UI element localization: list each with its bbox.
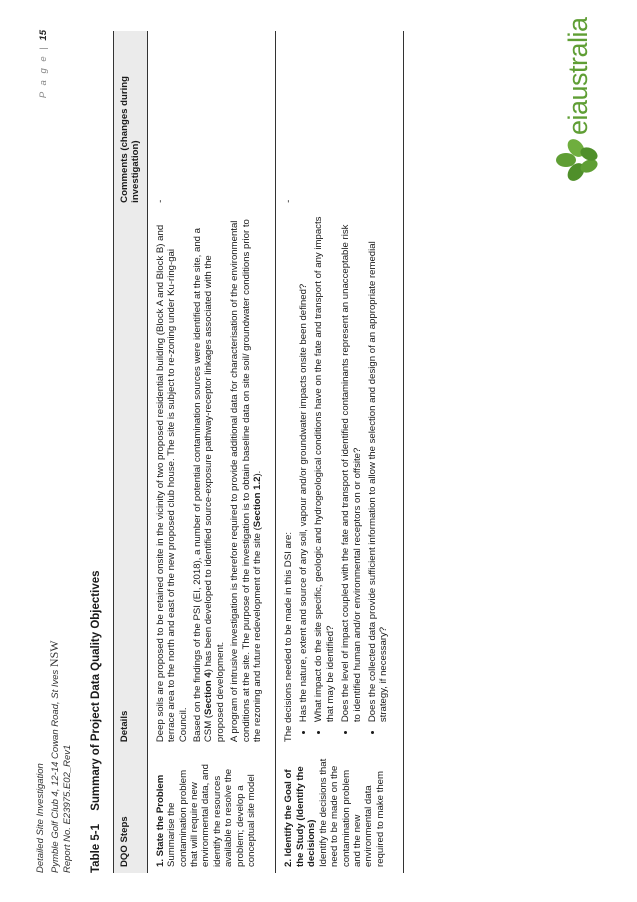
- step-cell: [147, 748, 276, 873]
- page-number-label: P a g e | 15: [38, 30, 49, 99]
- list-item: • Has the nature, extent and source of any soil, vapour and/or groundwater impacts onsite been defined?: [298, 215, 309, 722]
- list-item: • What impact do the site specific, geologic and hydrogeological conditions have on the fate and transport of any impacts that may be identified?: [313, 215, 336, 722]
- step-description: Identify the decisions that need to be made on the contamination problem and the new environmental data required to make them: [317, 758, 386, 867]
- details-intro: The decisions needed to be made in this DSI are:: [283, 532, 295, 743]
- logo-wordmark: eiaustralia: [563, 17, 593, 135]
- page-number: 15: [38, 30, 49, 41]
- list-item: • Does the level of impact coupled with the fate and transport of identified contaminants represent an unacceptable risk to identified human and/or environmental receptors on or offsite?: [340, 215, 363, 722]
- table-row: [276, 31, 403, 873]
- details-paragraph: A program of intrusive investigation is therefore required to provide additional data for characterisation of the environmental conditions at the site. The purpose of the investigation is to obtain baseline data on site soil/ groundwater conditions prior to the rezoning and future redevelopment of the site (Section 1.2).: [229, 219, 264, 743]
- details-paragraph: Based on the findings of the PSI (EI, 2018), a number of potential contamination sources were identified at the site, and a CSM (Section 4) has been developed to identified source-exposure pathway-receptor linkages associated with the proposed development.: [192, 228, 226, 743]
- state: NSW: [46, 640, 61, 668]
- decision-list: [298, 215, 390, 742]
- leaf-cluster-icon: [556, 135, 602, 185]
- column-header-steps: DQO Steps: [114, 748, 148, 873]
- company-logo: [551, 17, 611, 185]
- comment-cell: -: [276, 31, 403, 209]
- step-title: 1. State the Problem: [154, 774, 166, 867]
- section-reference: Section 4: [203, 672, 215, 715]
- section-reference: Section 1.2: [252, 476, 264, 528]
- report-number: Report No. E23975.E02_Rev1: [62, 744, 73, 873]
- table-title: Summary of Project Data Quality Objectives: [90, 570, 102, 811]
- comment-cell: -: [147, 31, 276, 209]
- dqo-table: [113, 31, 404, 873]
- step-title: 2. Identify the Goal of the Study (Identify the decisions): [283, 766, 318, 867]
- step-cell: [276, 748, 403, 873]
- report-type: Detailed Site Investigation: [35, 763, 46, 873]
- column-header-comments: Comments (changes during investigation): [114, 31, 148, 209]
- details-paragraph: Deep soils are proposed to be retained onsite in the vicinity of two proposed residential building (Block A and Block B) and terrace area to the north and east of the new proposed club house. The site is subject to re-zoning under Ku-ring-gai Council.: [154, 224, 189, 743]
- table-number: Table 5-1: [90, 824, 102, 873]
- details-cell: [276, 209, 403, 748]
- step-description: Summarise the contamination problem that will require new environmental data, and identify the resources available to resolve the problem; develop a conceptual site model: [166, 764, 258, 867]
- table-header-row: [114, 31, 148, 873]
- table-caption: [90, 570, 102, 873]
- list-item: • Does the collected data provide sufficient information to allow the selection and design of an appropriate remedial strategy, if necessary?: [367, 215, 390, 722]
- site-address: Pymble Golf Club 4, 12-14 Cowan Road, St Ives NSW: [46, 640, 61, 873]
- table-row: [147, 31, 276, 873]
- details-cell: [147, 209, 276, 748]
- column-header-details: Details: [114, 209, 148, 748]
- report-header: [35, 640, 75, 873]
